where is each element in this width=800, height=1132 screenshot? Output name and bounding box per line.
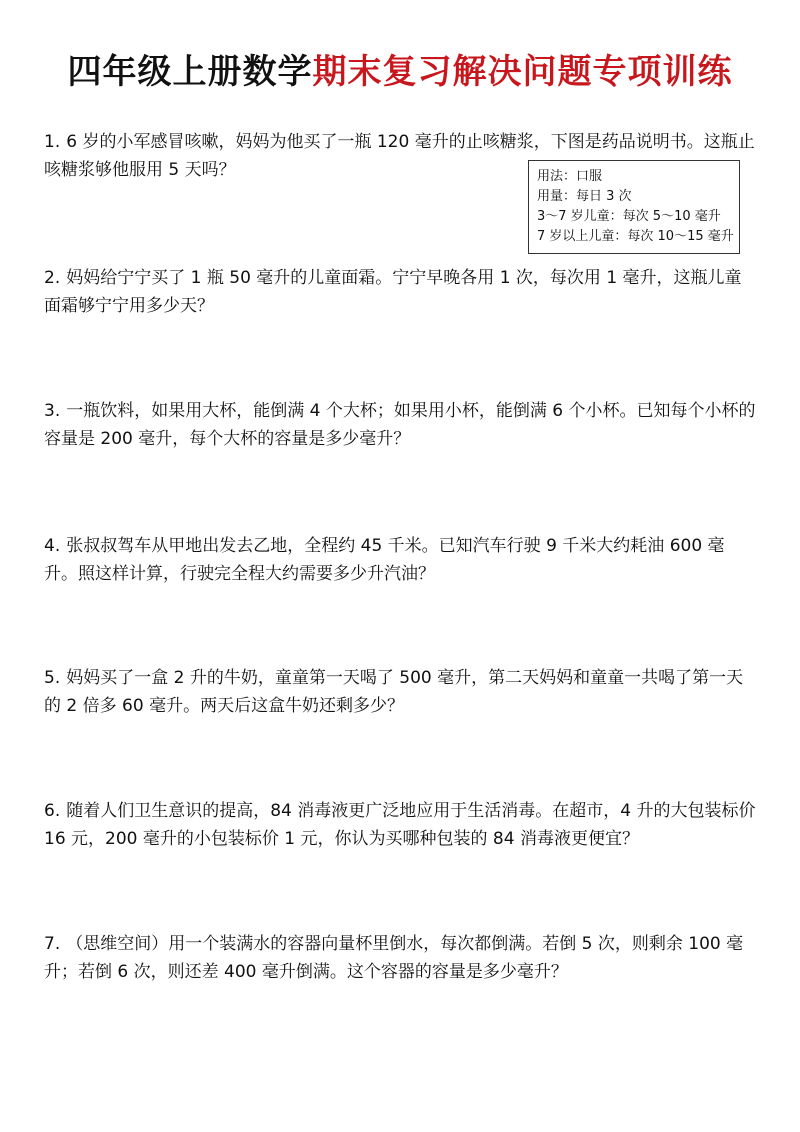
problem-number: 6. (44, 801, 61, 821)
problem-number: 3. (44, 401, 61, 421)
problem-number: 4. (44, 536, 61, 556)
dosage-line: 用量：每日 3 次 (537, 189, 632, 204)
problem-number: 1. (44, 132, 61, 152)
worksheet-title (0, 44, 800, 93)
problem-text: （思维空间）用一个装满水的容器向量杯里倒水，每次都倒满。若倒 5 次，则剩余 100 毫升；若倒 6 次，则还差 400 毫升倒满。这个容器的容量是多少毫升？ (44, 934, 744, 982)
problem-text: 6 岁的小军感冒咳嗽，妈妈为他买了一瓶 120 毫升的止咳糖浆，下图是药品说明书。这瓶止咳糖浆够他服用 5 天吗？ (44, 132, 755, 180)
problem-number: 5. (44, 668, 61, 688)
medicine-instructions-box (528, 160, 740, 254)
problem-text: 张叔叔驾车从甲地出发去乙地，全程约 45 千米。已知汽车行驶 9 千米大约耗油 600 毫升。照这样计算，行驶完全程大约需要多少升汽油？ (44, 536, 725, 584)
problem-2 (44, 264, 756, 320)
age-3-7-line: 3～7 岁儿童：每次 5～10 毫升 (537, 209, 721, 224)
usage-line: 用法：口服 (537, 169, 603, 184)
problem-6 (44, 797, 756, 853)
title-grade-part: 四年级上册数学 (67, 52, 313, 92)
problem-5 (44, 664, 756, 720)
problem-text: 妈妈买了一盒 2 升的牛奶，童童第一天喝了 500 毫升，第二天妈妈和童童一共喝了第一天的 2 倍多 60 毫升。两天后这盒牛奶还剩多少？ (44, 668, 744, 716)
problem-text: 随着人们卫生意识的提高，84 消毒液更广泛地应用于生活消毒。在超市，4 升的大包装标价 16 元，200 毫升的小包装标价 1 元，你认为买哪种包装的 84 消毒液更便宜？ (44, 801, 756, 849)
age-7-plus-line: 7 岁以上儿童：每次 10～15 毫升 (537, 229, 734, 244)
problem-text: 一瓶饮料，如果用大杯，能倒满 4 个大杯；如果用小杯，能倒满 6 个小杯。已知每个小杯的容量是 200 毫升，每个大杯的容量是多少毫升？ (44, 401, 756, 449)
problem-4 (44, 532, 756, 588)
problem-text: 妈妈给宁宁买了 1 瓶 50 毫升的儿童面霜。宁宁早晚各用 1 次，每次用 1 毫升，这瓶儿童面霜够宁宁用多少天？ (44, 268, 742, 316)
problem-number: 7. (44, 934, 61, 954)
problem-7 (44, 930, 756, 986)
title-topic-part: 期末复习解决问题专项训练 (312, 52, 733, 92)
problem-3 (44, 397, 756, 453)
problem-number: 2. (44, 268, 61, 288)
